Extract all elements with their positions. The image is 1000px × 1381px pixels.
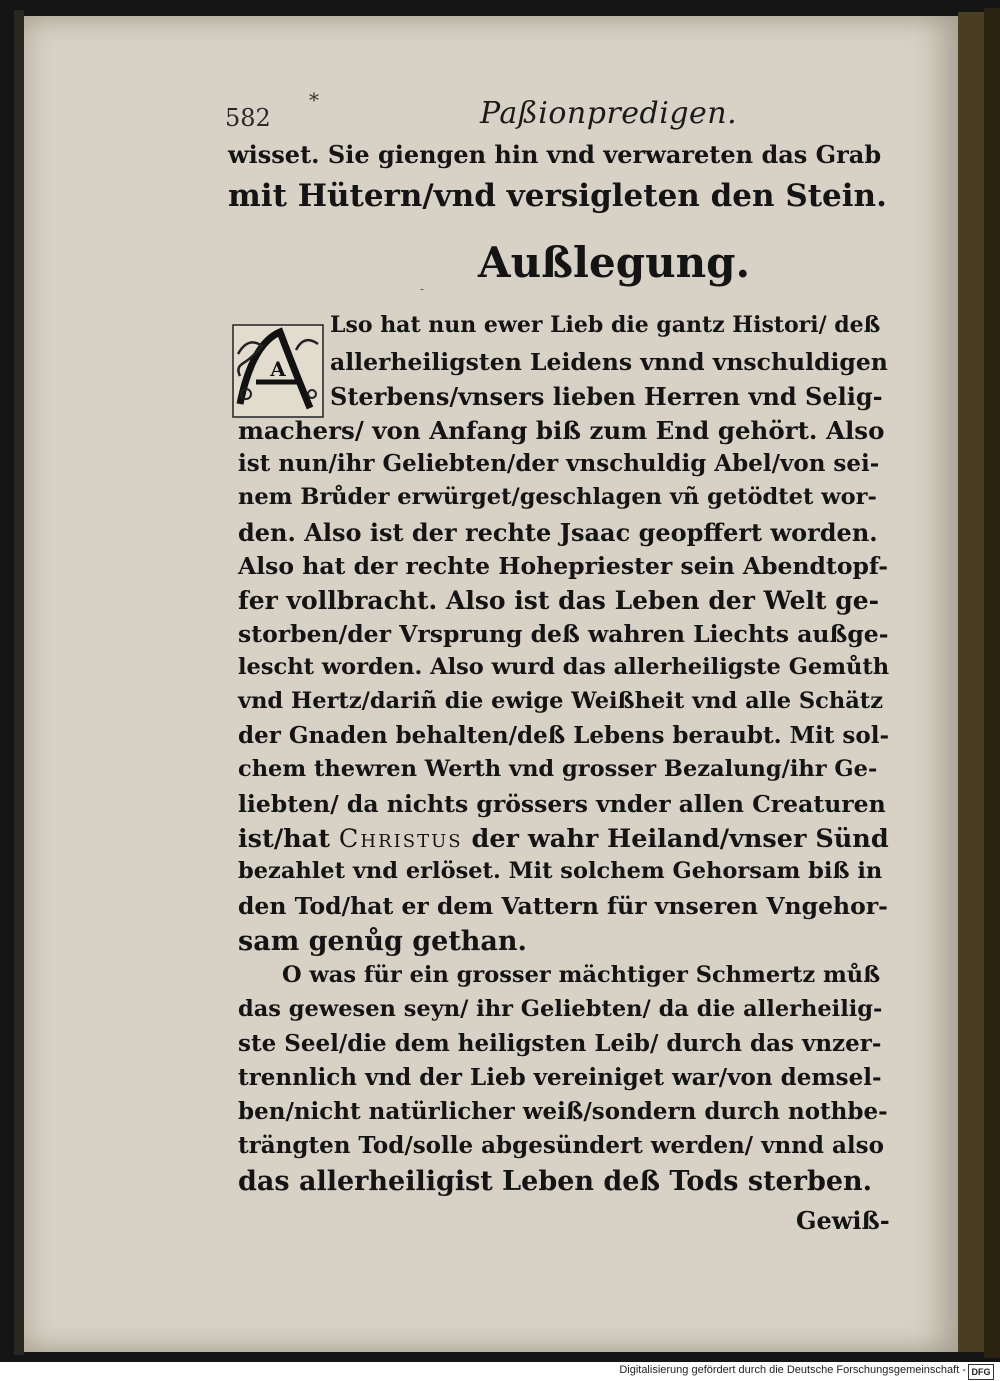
ornamental-initial-icon bbox=[232, 324, 324, 418]
text-line: machers/ von Anfang biß zum End gehört. Also bbox=[238, 416, 885, 445]
text-line: Sterbens/vnsers lieben Herren vnd Selig- bbox=[330, 382, 883, 411]
text-line: nem Brůder erwürget/geschlagen vñ getödtet wor- bbox=[238, 484, 877, 510]
text-line bbox=[238, 824, 889, 854]
text-line: sam genůg gethan. bbox=[238, 926, 527, 957]
text-line: der Gnaden behalten/deß Lebens beraubt. Mit sol- bbox=[238, 722, 889, 749]
text-segment: ist/hat bbox=[238, 824, 330, 854]
text-line: Also hat der rechte Hohepriester sein Abendtopf- bbox=[238, 552, 888, 580]
text-line: Lso hat nun ewer Lieb die gantz Histori/ deß bbox=[330, 312, 881, 338]
page-number: 582 bbox=[225, 104, 271, 132]
book-binding bbox=[984, 8, 1000, 1358]
text-line: storben/der Vrsprung deß wahren Liechts außge- bbox=[238, 620, 889, 648]
text-line: lescht worden. Also wurd das allerheiligste Gemůth bbox=[238, 654, 890, 680]
text-segment: der wahr Heiland/vnser Sünd bbox=[471, 824, 889, 854]
footer-credit: Digitalisierung gefördert durch die Deutsche Forschungsgemeinschaft - bbox=[619, 1364, 966, 1376]
text-line: trennlich vnd der Lieb vereiniget war/von demsel- bbox=[238, 1064, 882, 1091]
text-line: allerheiligsten Leidens vnnd vnschuldigen bbox=[330, 348, 888, 376]
text-line: mit Hütern/vnd versigleten den Stein. bbox=[228, 178, 887, 214]
text-line: bezahlet vnd erlöset. Mit solchem Gehorsam biß in bbox=[238, 858, 883, 884]
text-line: den. Also ist der rechte Jsaac geopffert worden. bbox=[238, 518, 878, 547]
text-line: vnd Hertz/dariñ die ewige Weißheit vnd alle Schätz bbox=[238, 688, 883, 714]
page-header bbox=[225, 88, 865, 132]
section-heading: Außlegung. bbox=[478, 238, 751, 287]
book-spine-edge bbox=[958, 12, 984, 1352]
text-line: ben/nicht natürlicher weiß/sondern durch nothbe- bbox=[238, 1098, 888, 1125]
catchword: Gewiß- bbox=[796, 1206, 890, 1235]
text-line: chem thewren Werth vnd grosser Bezalung/ihr Ge- bbox=[238, 756, 878, 782]
text-line: trängten Tod/solle abgesündert werden/ vnnd also bbox=[238, 1132, 884, 1159]
text-line: wisset. Sie giengen hin vnd verwareten das Grab bbox=[228, 140, 882, 169]
running-head: Paßionpredigen. bbox=[480, 96, 738, 131]
svg-text:A: A bbox=[270, 357, 286, 381]
christus-small-caps: Christus bbox=[338, 824, 463, 854]
text-line: den Tod/hat er dem Vattern für vnseren Vngehor- bbox=[238, 892, 888, 920]
dfg-logo-icon: DFG bbox=[968, 1364, 994, 1380]
text-line: fer vollbracht. Also ist das Leben der Welt ge- bbox=[238, 586, 880, 615]
drop-cap-initial bbox=[232, 324, 324, 418]
header-mark: * bbox=[309, 88, 319, 112]
text-line: liebten/ da nichts grössers vnder allen Creaturen bbox=[238, 790, 886, 818]
text-line: ist nun/ihr Geliebten/der vnschuldig Abel/von sei- bbox=[238, 450, 880, 477]
stray-mark: - bbox=[420, 282, 425, 296]
book-left-edge bbox=[14, 10, 24, 1355]
text-line: O was für ein grosser mächtiger Schmertz můß bbox=[282, 962, 881, 988]
text-line: ste Seel/die dem heiligsten Leib/ durch das vnzer- bbox=[238, 1030, 882, 1057]
text-line: das gewesen seyn/ ihr Geliebten/ da die allerheilig- bbox=[238, 996, 883, 1022]
text-line: das allerheiligist Leben deß Tods sterben. bbox=[238, 1166, 873, 1197]
